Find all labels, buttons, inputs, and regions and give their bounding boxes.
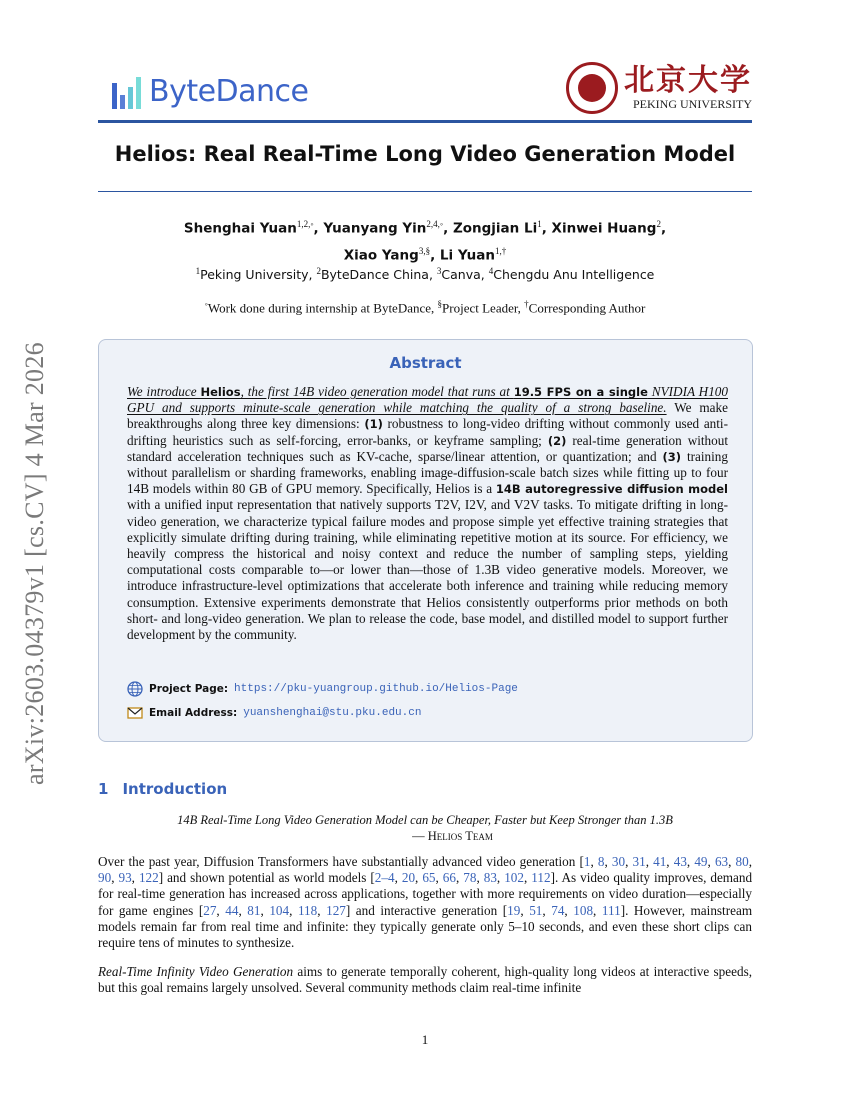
text-run: We make breakthroughs along three key dimensions: <box>127 400 728 432</box>
globe-icon <box>127 681 143 697</box>
citation-link[interactable]: 80 <box>735 854 749 869</box>
text-run: Real-Time Infinity Video Generation <box>98 964 294 979</box>
email-link[interactable]: yuanshenghai@stu.pku.edu.cn <box>243 707 422 719</box>
pku-logo <box>566 62 752 114</box>
author-name: Li Yuan <box>439 247 495 263</box>
citation-link[interactable]: 31 <box>632 854 646 869</box>
text-run: , <box>131 870 139 886</box>
paper-title: Helios: Real Real-Time Long Video Generation Model <box>114 142 736 166</box>
author-affiliation-marker: 2,4,◦ <box>426 219 444 229</box>
header-rule <box>98 120 752 123</box>
text-run: , <box>625 854 633 869</box>
author-separator: , <box>541 220 552 237</box>
title-rule <box>98 191 752 192</box>
text-run: , <box>590 854 598 869</box>
citation-link[interactable]: 78 <box>463 870 477 886</box>
author-affiliation-marker: 1,† <box>494 245 507 256</box>
text-run: , <box>542 902 552 918</box>
citation-link[interactable]: 74 <box>551 902 565 918</box>
affiliation-marker: 4 <box>488 266 494 276</box>
text-run: We introduce <box>127 384 201 399</box>
citation-link[interactable]: 102 <box>504 870 524 886</box>
affiliation-marker: 1 <box>195 266 201 276</box>
text-run: , the first 14B video generation model that runs at <box>240 384 514 399</box>
citation-link[interactable]: 19 <box>507 902 521 918</box>
bytedance-mark-icon <box>112 75 141 109</box>
author-notes <box>0 299 850 316</box>
citation-link[interactable]: 93 <box>118 870 132 886</box>
text-run: , <box>415 870 423 886</box>
author-name: Xiao Yang <box>343 247 419 263</box>
citation-link[interactable]: 111 <box>601 902 621 918</box>
email-row <box>127 707 421 719</box>
text-run: , <box>317 902 327 918</box>
page-number: 1 <box>421 1032 429 1047</box>
bytedance-wordmark: ByteDance <box>149 74 309 109</box>
affiliation-name: ByteDance China <box>320 267 429 283</box>
citation-link[interactable]: 30 <box>611 854 626 869</box>
abstract-body <box>127 400 728 642</box>
bold-text: 14B autoregressive diffusion model <box>495 482 728 497</box>
text-run: , <box>111 870 119 886</box>
text-run: , <box>707 854 715 869</box>
text-run: , <box>435 870 443 886</box>
author-separator: , <box>660 220 667 237</box>
author-name: Zongjian Li <box>452 220 538 237</box>
author-separator: , <box>430 247 440 263</box>
text-run: , <box>748 854 753 869</box>
text-run: , <box>238 902 248 918</box>
abstract-lead <box>127 384 728 415</box>
author-separator: , <box>443 220 453 237</box>
pku-seal-icon <box>566 62 618 114</box>
project-page-label: Project Page: <box>149 683 229 695</box>
citation-link[interactable]: 127 <box>326 902 346 918</box>
project-page-link[interactable]: https://pku-yuangroup.github.io/Helios-Page <box>234 683 518 695</box>
author-name: Yuanyang Yin <box>323 220 427 237</box>
affiliation-name: Chengdu Anu Intelligence <box>493 267 655 283</box>
text-run: , <box>455 870 464 886</box>
citation-link[interactable]: 122 <box>138 870 159 886</box>
author-separator: , <box>313 220 324 237</box>
affiliation-separator: , <box>428 267 437 283</box>
author-affiliation-marker: 2 <box>656 219 661 229</box>
citation-link[interactable]: 20 <box>401 870 416 886</box>
envelope-icon <box>127 707 143 719</box>
note-marker: † <box>524 299 529 309</box>
citation-link[interactable]: 65 <box>422 870 436 886</box>
author-affiliation-marker: 1,2,◦ <box>296 219 314 229</box>
intro-paragraph-2 <box>98 964 752 996</box>
section-heading-introduction <box>98 780 227 798</box>
citation-link[interactable]: 49 <box>694 854 708 869</box>
section-title: Introduction <box>122 780 228 798</box>
citation-link[interactable]: 41 <box>653 854 667 869</box>
text-run: ] and shown potential as world models [ <box>158 870 375 886</box>
affiliation-marker: 2 <box>316 266 321 276</box>
text-run: , <box>260 902 270 918</box>
bold-text: (1) <box>364 417 383 432</box>
text-run: ] and interactive generation [ <box>345 902 508 918</box>
author-name: Shenghai Yuan <box>183 220 297 237</box>
citation-link[interactable]: 81 <box>247 902 261 918</box>
note-text: Project Leader, <box>442 300 525 316</box>
bold-text: Helios <box>200 385 241 399</box>
intro-paragraph-1 <box>98 854 752 951</box>
bold-text: (3) <box>662 449 682 464</box>
citation-link[interactable]: 83 <box>483 870 497 886</box>
citation-link[interactable]: 27 <box>203 902 217 918</box>
bytedance-logo <box>112 74 309 109</box>
affiliation-separator: , <box>480 267 489 283</box>
note-marker: ◦ <box>204 299 208 309</box>
project-page-row <box>127 681 518 697</box>
text-run: , <box>593 902 602 918</box>
citation-link[interactable]: 43 <box>673 854 687 869</box>
citation-link[interactable]: 8 <box>597 854 605 869</box>
text-run: , <box>604 854 612 869</box>
text-run: , <box>476 870 484 886</box>
citation-link[interactable]: 112 <box>531 870 551 886</box>
note-text: Work done during internship at ByteDance, <box>207 300 438 316</box>
affiliation-list <box>0 266 850 282</box>
citation-link[interactable]: 108 <box>573 902 594 918</box>
text-run: ]. As video quality improves, demand for real-time generation has increased across applications, together with more requirements on video duration—especially for game engines [ <box>98 870 753 918</box>
text-run: robustness to long-video drifting without commonly used anti-drifting heuristics such as self-forcing, error-banks, or keyframe sampling; <box>127 416 728 448</box>
text-run: ]. However, mainstream models remain far from real time and infinite: they typically generate only 5–10 seconds, and even these short clips can require tens of minutes to synthesize. <box>98 902 753 951</box>
affiliation-marker: 3 <box>436 266 442 276</box>
text-run: NVIDIA H100 GPU and supports minute-scale generation while matching the quality of a strong baseline. <box>127 384 728 416</box>
note-marker: § <box>437 299 443 309</box>
text-run: , <box>645 854 654 869</box>
bold-text: 19.5 FPS on a single <box>513 385 648 399</box>
text-run: training without parallelism or sharding frameworks, enabling image-diffusion-scale batch sizes while fitting up to four 14B models within 80 GB of GPU memory. Specifically, Helios is a <box>127 448 728 497</box>
citation-link[interactable]: 1 <box>583 854 591 869</box>
citation-link[interactable]: 44 <box>225 902 239 918</box>
author-affiliation-marker: 1 <box>537 219 542 229</box>
citation-link[interactable]: 90 <box>98 870 112 886</box>
text-run: , <box>564 902 574 918</box>
epigraph-attribution: — Helios Team <box>412 829 493 843</box>
citation-link[interactable]: 118 <box>297 902 318 918</box>
text-run: , <box>289 902 298 918</box>
abstract-heading: Abstract <box>389 354 462 372</box>
bold-text: (2) <box>547 433 567 448</box>
affiliation-name: Canva <box>441 267 481 283</box>
epigraph-quote: 14B Real-Time Long Video Generation Model can be Cheaper, Faster but Keep Stronger than 1.3B <box>177 813 673 827</box>
text-run: Over the past year, Diffusion Transformers have substantially advanced video generation [ <box>98 854 584 869</box>
section-number: 1 <box>98 780 109 798</box>
author-affiliation-marker: 3,§ <box>418 245 431 256</box>
note-text: Corresponding Author <box>528 300 646 316</box>
abstract-text <box>127 384 728 643</box>
author-list <box>120 213 730 266</box>
text-run: real-time generation without standard acceleration techniques such as KV-cache, sparse/linear attention, or quantization; and <box>127 432 728 464</box>
text-run: with a unified input representation that natively supports T2V, I2V, and V2V tasks. To mitigate drifting in long-video generation, we characterize typical failure modes and propose simple yet effective training strategies that explicitly simulate drifting during training, while eliminating repetitive motion at its source. For efficiency, we heavily compress the historical and noisy context and reduce the number of sampling steps, yielding computational costs comparable to—or lower than—those of 1.3B video generative models. Moreover, we introduce infrastructure-level optimizations that accelerate both inference and training while reducing memory consumption. Extensive experiments demonstrate that Helios consistently outperforms prior methods on both short- and long-video generation. We plan to release the code, base model, and distilled model to support further development by the community. <box>127 497 728 643</box>
text-run: , <box>686 854 695 869</box>
abstract-box <box>98 339 753 742</box>
affiliation-name: Peking University <box>200 267 309 283</box>
arxiv-stamp: arXiv:2603.04379v1 [cs.CV] 4 Mar 2026 <box>20 342 49 785</box>
text-run: , <box>666 854 674 869</box>
citation-link[interactable]: 63 <box>714 854 729 869</box>
text-run: , <box>728 854 736 869</box>
text-run: , <box>394 870 402 886</box>
text-run: , <box>496 870 505 886</box>
text-run: , <box>216 902 226 918</box>
pku-chinese-name: 北京大学 <box>624 63 752 97</box>
pku-english-name: PEKING UNIVERSITY <box>633 96 752 111</box>
citation-link[interactable]: 66 <box>442 870 456 886</box>
text-run: , <box>523 870 532 886</box>
citation-link[interactable]: 2–4 <box>374 870 395 886</box>
author-name: Xinwei Huang <box>551 220 657 237</box>
text-run: aims to generate temporally coherent, high-quality long videos at interactive speeds, but this goal remains largely unsolved. Several community methods claim real-time infinite <box>98 964 753 996</box>
email-label: Email Address: <box>149 707 238 719</box>
citation-link[interactable]: 104 <box>269 902 290 918</box>
affiliation-separator: , <box>308 267 317 283</box>
text-run: , <box>520 902 530 918</box>
citation-link[interactable]: 51 <box>529 902 543 918</box>
